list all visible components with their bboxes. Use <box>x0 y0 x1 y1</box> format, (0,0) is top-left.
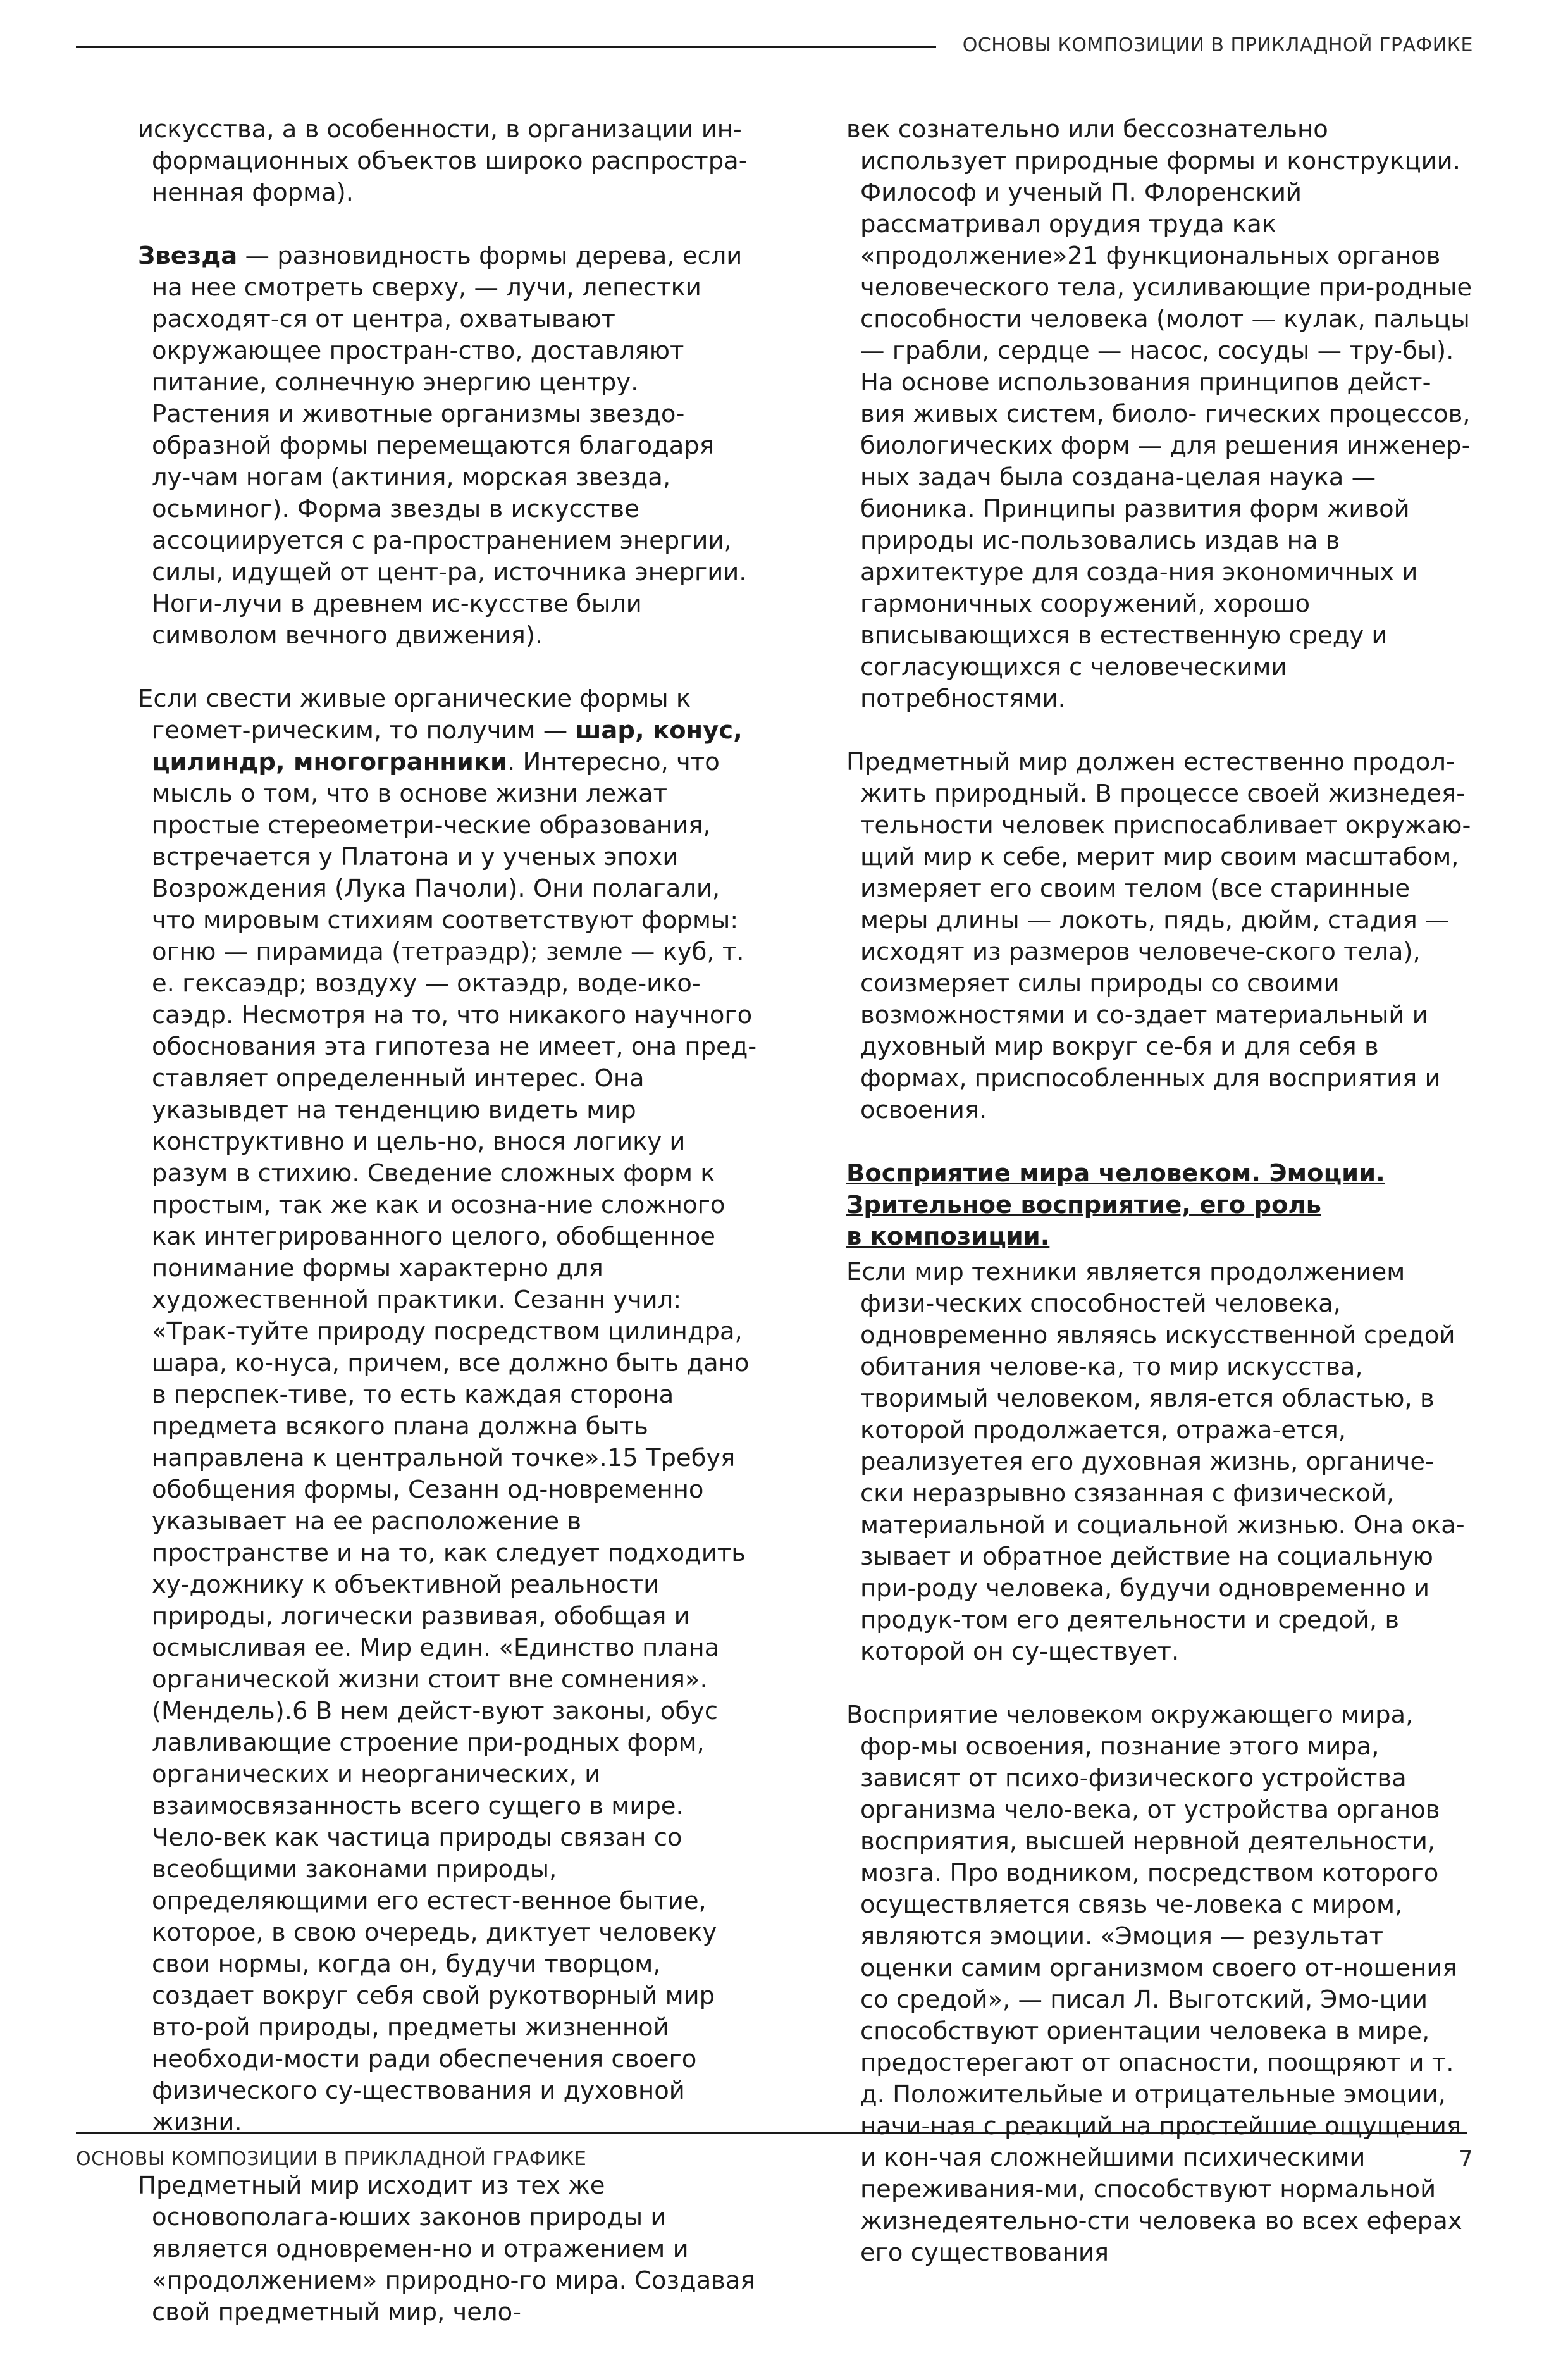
paragraph-geometric-intro: Если свести живые органические формы к геомет-рическим, то получим — <box>138 685 691 745</box>
paragraph-object-world-nature: Предметный мир должен естественно продол-жить природный. В процессе своей жизнедея-тельности человек приспосабливает окружаю-щий мир к себе, мерит мир своим масштабом, измеряет его своим телом (все старинные меры длины — локоть, пядь, дюйм, стадия — исходят из размеров человече-ского тела), соизмеряет силы природы со своими возможностями и со-здает материальный и духовный мир вокруг се-бя и для себя в формах, приспособленных для восприятия и освоения. <box>846 748 1471 1124</box>
paragraph-art-world: Если мир техники является продолжением физи-ческих способностей человека, одновременно являясь искусственной средой обитания челове-ка, то мир искусства, творимый человеком, явля-ется областью, в которой продолжается, отража-ется, реализуетея его духовная жизнь, органиче-ски неразрывно сзязанная с физической, материальной и социальной жизнью. Она ока-зывает и обратное действие на социальную при-роду человека, будучи одновременно и продук-том его деятельности и средой, в которой он су-ществует. <box>846 1258 1465 1666</box>
footer-rule <box>76 2132 1467 2134</box>
right-column <box>846 114 1472 2301</box>
term-star: Звезда <box>138 242 238 270</box>
section-heading-line-1: Восприятие мира человеком. Эмоции. <box>846 1159 1385 1188</box>
paragraph-bionics: век сознательно или бессознательно использует природные формы и конструкции. Философ и ученый П. Флоренский рассматривал орудия труда как «продолжение»21 функциональных органов человеческого тела, усиливающие при-родные способности человека (молот — кулак, пальцы — грабли, сердце — насос, сосуды — тру-бы). На основе использования принципов дейст-вия живых систем, биоло- гических процессов, биологических форм — для решения инженер-ных задач была создана-целая наука — бионика. Принципы развития форм живой природы ис-пользовались издав на в архитектуре для созда-ния экономичных и гармоничных сооружений, хорошо вписывающихся в естественную среду и согласующихся с человеческими потребностями. <box>846 115 1472 713</box>
paragraph-geometric-forms <box>138 683 758 2139</box>
paragraph-star <box>138 240 758 652</box>
section-heading-line-3: в композиции. <box>846 1222 1050 1251</box>
paragraph-geometric-body: . Интересно, что мысль о том, что в основе жизни лежат простые стереометри-ческие образования, встречается у Платона и у ученых эпохи Возрождения (Лука Пачоли). Они полагали, что мировым стихиям соответствуют формы: огню — пирамида (тетраэдр); земле — куб, т. е. гексаэдр; воздуху — октаэдр, воде-ико-саэдр. Несмотря на то, что никакого научного обоснования эта гипотеза не имеет, она пред-ставляет определенный интерес. Она указывдет на тенденцию видеть мир конструктивно и цель-но, внося логику и разум в стихию. Сведение сложных форм к простым, так же как и осозна-ние сложного как интегрированного целого, обобщенное понимание формы характерно для художественной практики. Сезанн учил: «Трак-туйте природу посредством цилиндра, шара, ко-нуса, причем, все должно быть дано в перспек-тиве, то есть каждая сторона предмета всякого плана должна быть направлена к центральной точке».15 Требуя обобщения формы, Сезанн од-новременно указывает на ее расположение в пространстве и на то, как следует подходить ху-дожнику к объективной реальности природы, логически развивая, обобщая и осмысливая ее. Мир един. «Единство плана органической жизни стоит вне сомнения». (Мендель).6 В нем дейст-вуют законы, обус лавливающие строение при-родных форм, органических и неорганических, и взаимосвязанность всего сущего в мире. Чело-век как частица природы связан со всеобщими законами природы, определяющими его естест-венное бытие, которое, в свою очередь, диктует человеку свои нормы, когда он, будучи творцом, создает вокруг себя свой рукотворный мир вто-рой природы, предметы жизненной необходи-мости ради обеспечения своего физического су-ществования и духовной жизни. <box>152 748 757 2137</box>
term-solids: шар, конус, цилиндр, многогранники <box>152 716 743 776</box>
section-heading-line-2: Зрительное восприятие, его роль <box>846 1191 1321 1219</box>
paragraph-star-text: — разновидность формы дерева, если на нее смотреть сверху, — лучи, лепестки расходят-ся от центра, охватывают окружающее простран-ство, доставляют питание, солнечную энергию центру. Растения и животные организмы звездо-образной формы перемещаются благодаря лу-чам ногам (актиния, морская звезда, осьминог). Форма звезды в искусстве ассоциируется с ра-пространением энергии, силы, идущей от цент-ра, источника энергии. Ноги-лучи в древнем ис-кусстве были символом вечного движения). <box>152 242 747 650</box>
page-number: 7 <box>1459 2146 1473 2172</box>
paragraph-continuation: искусства, а в особенности, в организации ин-формационных объектов широко распростра-ненная форма). <box>138 115 748 207</box>
running-footer: ОСНОВЫ КОМПОЗИЦИИ В ПРИКЛАДНОЙ ГРАФИКЕ <box>76 2148 587 2170</box>
paragraph-object-world: Предметный мир исходит из тех же основополага-юших законов природы и является одновремен-но и отражением и «продолжением» природно-го мира. Создавая свой предметный мир, чело- <box>138 2171 755 2326</box>
running-header: ОСНОВЫ КОМПОЗИЦИИ В ПРИКЛАДНОЙ ГРАФИКЕ <box>962 34 1473 56</box>
header-rule <box>76 46 936 48</box>
left-column <box>138 114 758 2360</box>
paragraph-emotions: Восприятие человеком окружающего мира, фор-мы освоения, познание этого мира, зависят от психо-физического устройства организма чело-века, от устройства органов восприятия, высшей нервной деятельности, мозга. Про водником, посредством которого осуществляется связь че-ловека с миром, являются эмоции. «Эмоция — результат оценки самим организмом своего от-ношения со средой», — писал Л. Выготский, Эмо-ции способствуют ориентации человека в мире, предостерегают от опасности, поощряют и т. д. Положительйые и отрицательные эмоции, начи-ная с реакций на простейшие ощущения и кон-чая сложнейшими психическими переживания-ми, способствуют нормальной жизнедеятельно-сти человека во всех еферах его существования <box>846 1701 1462 2267</box>
section-heading <box>846 1158 1472 1253</box>
